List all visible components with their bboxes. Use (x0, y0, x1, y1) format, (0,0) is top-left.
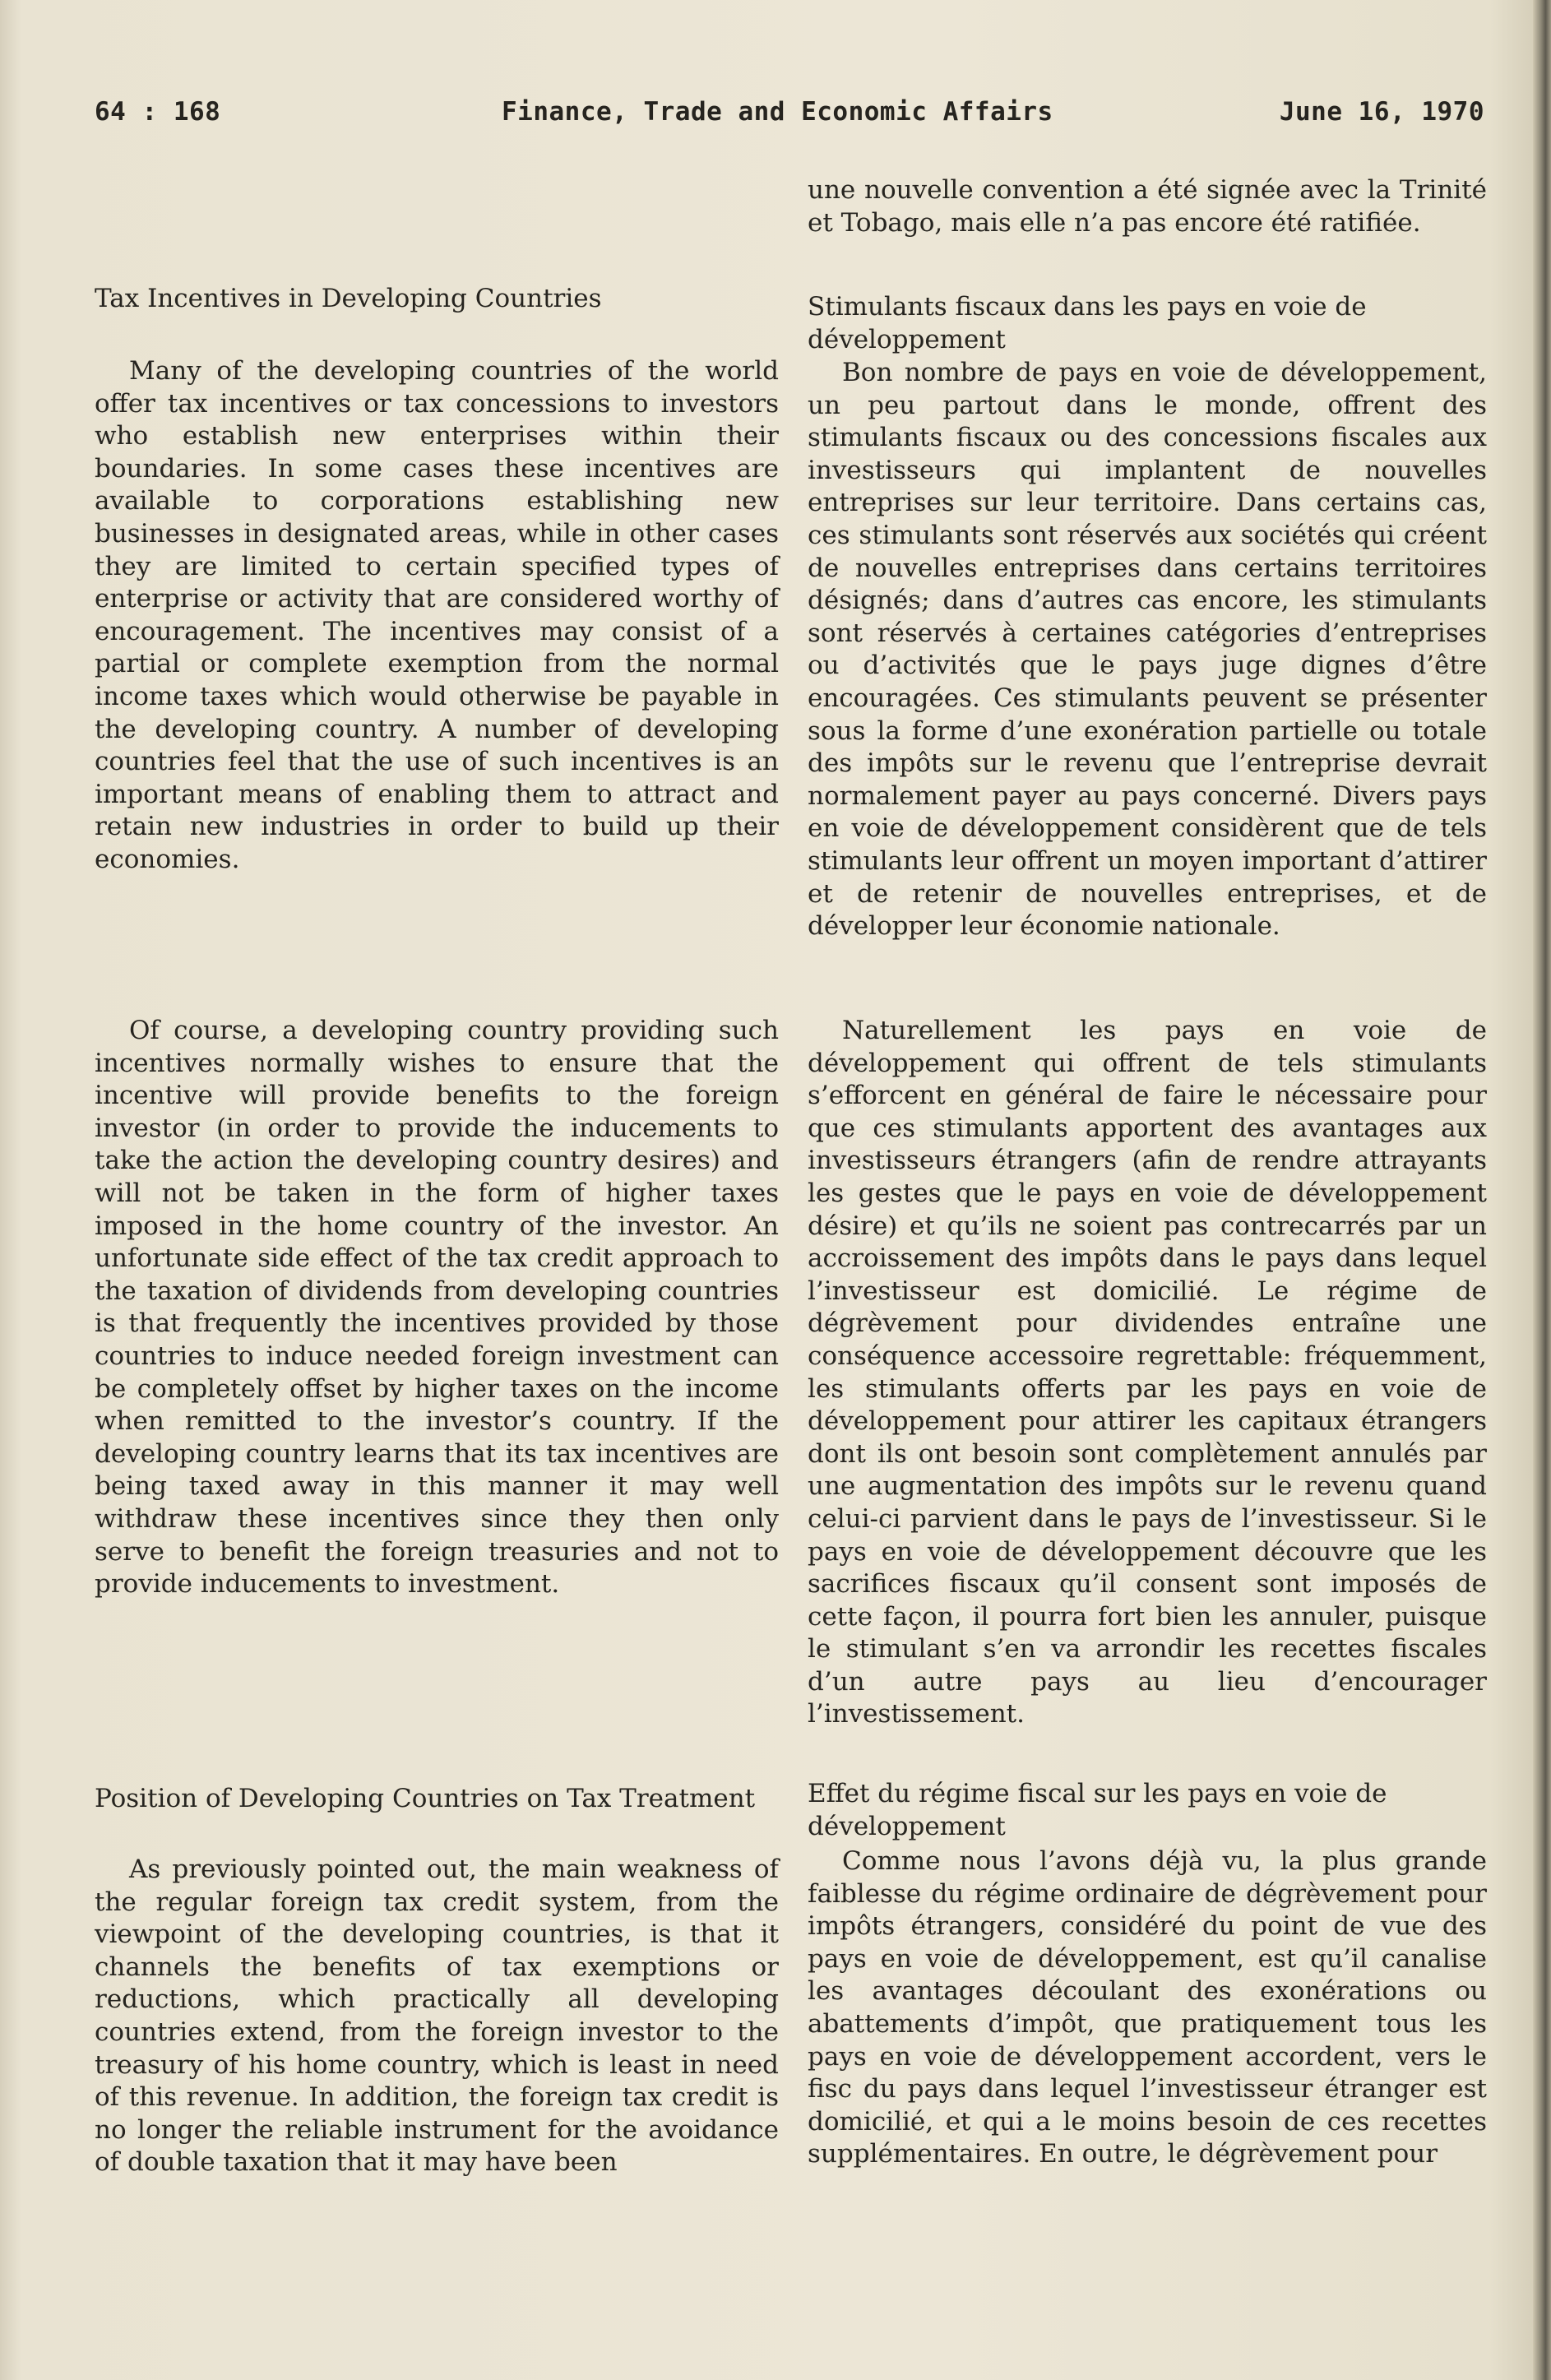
english-paragraph-1: Many of the developing countries of the world offer tax incentives or tax concessions to investors who establish new enterprises within their boundaries. In some cases these incentives are available to corporations establishing new businesses in designated areas, while in other cases they are limited to certain specified types of enterprise or activity that are considered worthy of encouragement. The incentives may consist of a partial or complete exemption from the normal income taxes which would otherwise be payable in the developing country. A number of developing countries feel that the use of such incentives is an important means of enabling them to attract and retain new industries in order to build up their economies. (95, 356, 779, 874)
english-heading-position: Position of Developing Countries on Tax Treatment (95, 1784, 756, 1813)
french-heading-stimulants: Stimulants fiscaux dans les pays en voie de développement (808, 292, 1367, 354)
publication-title: Finance, Trade and Economic Affairs (502, 97, 1053, 127)
french-paragraph-0: une nouvelle convention a été signée avec la Trinité et Tobago, mais elle n’a pas encore été ratifiée. (808, 175, 1487, 238)
english-paragraph-3: As previously pointed out, the main weakness of the regular foreign tax credit system, from the viewpoint of the developing countries, is that it channels the benefits of tax exemptions or reductions, which practically all developing countries extend, from the foreign investor to the treasury of his home country, which is least in need of this revenue. In addition, the foreign tax credit is no longer the reliable instrument for the avoidance of double taxation that it may have been (95, 1854, 779, 2178)
french-paragraph-1: Bon nombre de pays en voie de développement, un peu partout dans le monde, offrent des stimulants fiscaux ou des concessions fiscales aux investisseurs qui implantent de nouvelles entreprises sur leur territoire. Dans certains cas, ces stimulants sont réservés aux sociétés qui créent de nouvelles entreprises dans certains territoires désignés; dans d’autres cas encore, les stimulants sont réservés à certaines catégories d’entreprises ou d’activités que le pays juge dignes d’être encouragées. Ces stimulants peuvent se présenter sous la forme d’une exonération partielle ou totale des impôts sur le revenu que l’entreprise devrait normalement payer au pays concerné. Divers pays en voie de développement considèrent que de tels stimulants leur offrent un moyen important d’attirer et de retenir de nouvelles entreprises, et de développer leur économie nationale. (808, 358, 1487, 942)
page-number: 64 : 168 (95, 97, 221, 127)
issue-date: June 16, 1970 (1279, 97, 1484, 127)
french-heading-effet: Effet du régime fiscal sur les pays en voie de développement (808, 1779, 1387, 1841)
french-paragraph-2: Naturellement les pays en voie de développement qui offrent de tels stimulants s’efforcent en général de faire le nécessaire pour que ces stimulants apportent des avantages aux investisseurs étrangers (afin de rendre attrayants les gestes que le pays en voie de développement désire) et qu’ils ne soient pas contrecarrés par un accroissement des impôts dans le pays dans lequel l’investisseur est domicilié. Le régime de dégrèvement pour dividendes entraîne une conséquence accessoire regrettable: fréquemment, les stimulants offerts par les pays en voie de développement pour attirer les capitaux étrangers dont ils ont besoin sont complètement annulés par une augmentation des impôts sur le revenu quand celui-ci parvient dans le pays de l’investisseur. Si le pays en voie de développement découvre que les sacrifices fiscaux qu’il consent sont imposés de cette façon, il pourra fort bien les annuler, puisque le stimulant s’en va arrondir les recettes fiscales d’un autre pays au lieu d’encourager l’investissement. (808, 1016, 1487, 1729)
english-paragraph-2: Of course, a developing country providing such incentives normally wishes to ensure that the incentive will provide benefits to the foreign investor (in order to provide the inducements to take the action the developing country desires) and will not be taken in the form of higher taxes imposed in the home country of the investor. An unfortunate side effect of the tax credit approach to the taxation of dividends from developing countries is that frequently the incentives provided by those countries to induce needed foreign investment can be completely offset by higher taxes on the income when remitted to the investor’s country. If the developing country learns that its tax incentives are being taxed away in this manner it may well withdraw these incentives since they then only serve to benefit the foreign treasuries and not to provide inducements to investment. (95, 1016, 779, 1600)
page-binding-edge (1533, 0, 1551, 2380)
english-heading-tax-incentives: Tax Incentives in Developing Countries (95, 284, 602, 313)
french-paragraph-3: Comme nous l’avons déjà vu, la plus grande faiblesse du régime ordinaire de dégrèvement pour impôts étrangers, considéré du point de vue des pays en voie de développement, est qu’il canalise les avantages découlant des exonérations ou abattements d’impôt, que pratiquement tous les pays en voie de développement accordent, vers le fisc du pays dans lequel l’investisseur étranger est domicilié, et qui a le moins besoin de ces recettes supplémentaires. En outre, le dégrèvement pour (808, 1846, 1487, 2169)
running-header (95, 97, 1484, 137)
